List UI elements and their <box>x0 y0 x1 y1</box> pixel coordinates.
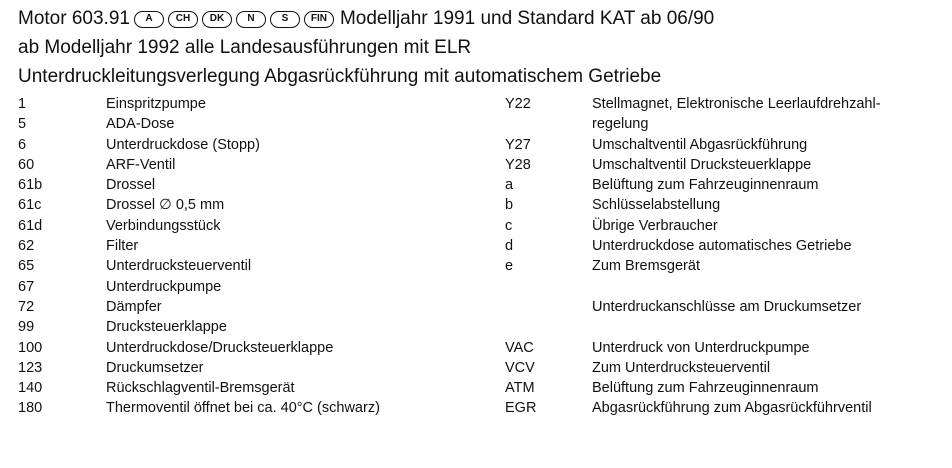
legend-text: Zum Unterdrucksteuerventil <box>592 359 771 376</box>
header-line-2: ab Modelljahr 1992 alle Landesausführungen mit ELR <box>18 37 472 58</box>
legend-row <box>505 398 881 418</box>
legend-text: Einspritzpumpe <box>106 96 206 112</box>
legend-text: Unterdruckanschlüsse am Druckumsetzer <box>592 298 862 315</box>
header-line-1 <box>18 7 714 31</box>
legend-row <box>18 94 380 114</box>
legend-row <box>505 195 881 215</box>
legend-text: Abgasrückführung zum Abgasrückführventil <box>592 400 872 417</box>
legend-text: Drucksteuerklappe <box>106 319 227 336</box>
legend-code <box>505 297 592 317</box>
country-badge-s: S <box>270 11 300 28</box>
legend-text: ADA-Dose <box>106 116 175 133</box>
legend-code: 61c <box>18 197 42 214</box>
legend-text: Dämpfer <box>106 298 162 315</box>
legend-code: Y28 <box>505 156 531 173</box>
legend-text: Unterdrucksteuerventil <box>106 258 252 275</box>
legend-row <box>18 378 380 398</box>
country-badge-dk: DK <box>202 11 232 28</box>
legend-right-column <box>505 94 881 419</box>
legend-code: 100 <box>18 339 43 356</box>
legend-code: e <box>505 258 514 275</box>
legend-row <box>505 216 881 236</box>
legend-code: 99 <box>18 319 35 336</box>
country-badge-a: A <box>134 11 164 28</box>
document-title: Unterdruckleitungsverlegung Abgasrückführung mit automatischem Getriebe <box>18 66 662 87</box>
legend-text: Unterdruckdose/Drucksteuerklappe <box>106 339 334 356</box>
legend-row <box>505 155 881 175</box>
legend-text: Druckumsetzer <box>106 359 204 376</box>
legend-code: 65 <box>18 258 35 275</box>
legend-left-column <box>18 94 380 419</box>
legend-text: Belüftung zum Fahrzeuginnenraum <box>592 380 819 397</box>
legend-row <box>505 378 881 398</box>
legend-row <box>18 277 380 297</box>
legend-row <box>505 236 881 256</box>
legend-code <box>505 114 592 134</box>
legend-text: Zum Bremsgerät <box>592 258 700 275</box>
legend-row <box>18 358 380 378</box>
legend-text: Übrige Verbraucher <box>592 217 718 234</box>
country-badge-n: N <box>236 11 266 28</box>
model-year-note: Modelljahr 1991 und Standard KAT ab 06/90 <box>339 8 715 29</box>
legend-code: 60 <box>18 156 35 173</box>
legend-row <box>505 135 881 155</box>
legend-text: Belüftung zum Fahrzeuginnenraum <box>592 177 819 194</box>
country-badge-ch: CH <box>168 11 198 28</box>
legend-code: 123 <box>18 359 43 376</box>
legend-code: VCV <box>505 359 535 376</box>
legend-text: Unterdruck von Unterdruckpumpe <box>592 339 810 356</box>
legend-code: 1 <box>18 96 27 112</box>
legend-row <box>18 236 380 256</box>
legend-code: Y22 <box>505 96 531 112</box>
legend-row <box>505 175 881 195</box>
legend-row <box>18 297 380 317</box>
legend-code: a <box>505 177 514 194</box>
legend-text: Umschaltventil Abgasrückführung <box>592 136 808 153</box>
legend-text: Schlüsselabstellung <box>592 197 721 214</box>
legend-code: 140 <box>18 380 43 397</box>
legend-text: ARF-Ventil <box>106 156 176 173</box>
legend-row <box>505 317 881 337</box>
legend-code: 5 <box>18 116 27 133</box>
legend-code: EGR <box>505 400 537 417</box>
legend-row <box>18 256 380 276</box>
legend-code: 62 <box>18 238 35 255</box>
legend-row <box>18 398 380 418</box>
legend-text: Verbindungsstück <box>106 217 221 234</box>
legend-row <box>505 277 881 297</box>
legend-text: Unterdruckdose (Stopp) <box>106 136 260 153</box>
legend-code <box>505 277 592 297</box>
legend-text: Unterdruckdose automatisches Getriebe <box>592 238 852 255</box>
legend-row <box>505 114 881 134</box>
legend-text: Filter <box>106 238 139 255</box>
country-badge-fin: FIN <box>304 11 334 28</box>
legend-row <box>505 256 881 276</box>
legend-code: b <box>505 197 514 214</box>
legend-row <box>18 338 380 358</box>
legend-row <box>505 338 881 358</box>
legend-row <box>18 155 380 175</box>
legend-text: Unterdruckpumpe <box>106 278 222 295</box>
legend-code: c <box>505 217 513 234</box>
legend-section-heading <box>505 297 881 317</box>
legend-text: Umschaltventil Drucksteuerklappe <box>592 156 812 173</box>
legend-text: Rückschlagventil-Bremsgerät <box>106 380 295 397</box>
legend-row <box>18 195 380 215</box>
legend-row <box>18 317 380 337</box>
legend-code: VAC <box>505 339 534 356</box>
legend-code: 72 <box>18 298 35 315</box>
legend-text: regelung <box>592 116 649 133</box>
legend-row <box>505 358 881 378</box>
legend-row <box>18 175 380 195</box>
legend-text: Drossel <box>106 177 156 194</box>
legend-text: Drossel ∅ 0,5 mm <box>106 197 225 214</box>
legend-row <box>18 216 380 236</box>
legend-text: Thermoventil öffnet bei ca. 40°C (schwarz) <box>106 400 380 417</box>
legend-code: 6 <box>18 136 27 153</box>
legend-text: Stellmagnet, Elektronische Leerlaufdrehzahl- <box>592 96 881 112</box>
legend-code: 61d <box>18 217 43 234</box>
legend-code: 61b <box>18 177 43 194</box>
legend-code: Y27 <box>505 136 531 153</box>
engine-model: Motor 603.91 <box>18 8 130 29</box>
legend-code: ATM <box>505 380 535 397</box>
legend-code: 67 <box>18 278 35 295</box>
legend-row <box>18 114 380 134</box>
legend-code: 180 <box>18 400 43 417</box>
legend-code <box>505 317 592 337</box>
legend-row <box>18 135 380 155</box>
legend-row <box>505 94 881 114</box>
legend-code: d <box>505 238 514 255</box>
